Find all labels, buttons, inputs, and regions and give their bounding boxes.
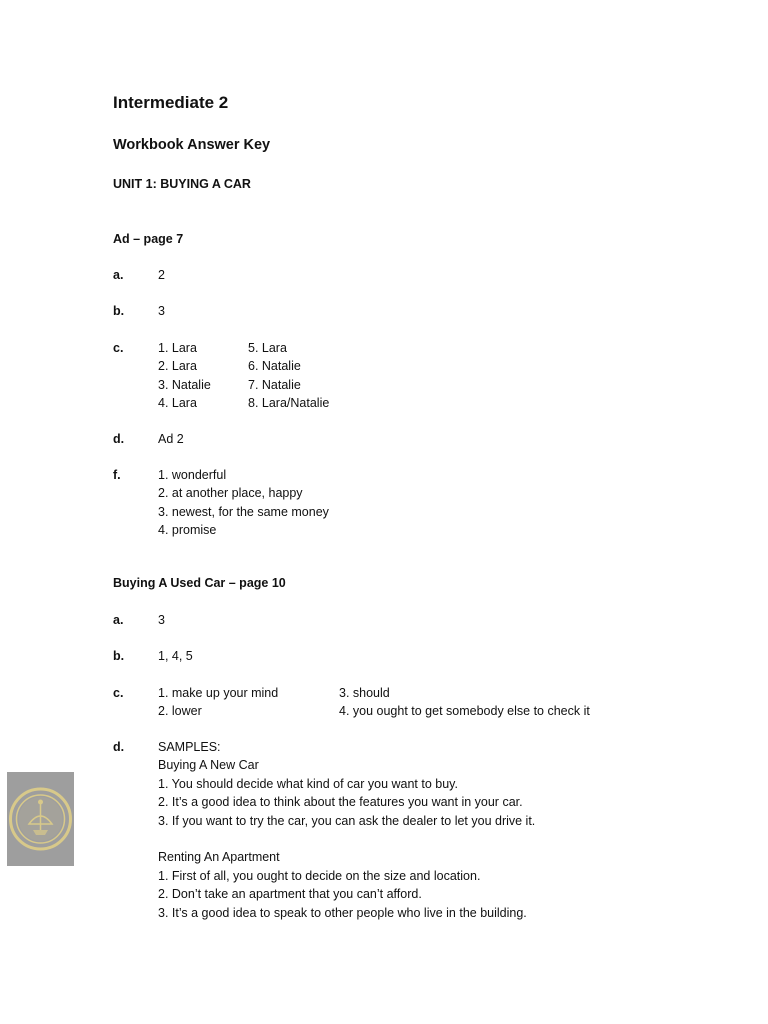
- answer-c-column-1: [158, 684, 278, 721]
- sample-group-title: Renting An Apartment: [158, 850, 280, 865]
- sample-line: 3. It’s a good idea to speak to other people who live in the building.: [158, 905, 527, 920]
- sample-line: 3. If you want to try the car, you can ask the dealer to let you drive it.: [158, 813, 536, 828]
- question-letter-f: f.: [113, 468, 121, 482]
- answer-line: 4. you ought to get somebody else to check it: [339, 704, 590, 719]
- answer-d: Ad 2: [158, 432, 184, 446]
- unit-heading: UNIT 1: BUYING A CAR: [113, 177, 251, 191]
- answer-line: 4. Lara: [158, 396, 197, 411]
- sample-line: 2. Don’t take an apartment that you can’t afford.: [158, 887, 422, 902]
- document-subtitle: Workbook Answer Key: [113, 137, 271, 153]
- question-letter-c: c.: [113, 686, 124, 700]
- blank-line: [158, 830, 535, 848]
- answer-line: 8. Lara/Natalie: [248, 396, 330, 411]
- answer-line: 2. Lara: [158, 359, 197, 374]
- answer-c-column-2: [248, 339, 329, 413]
- answer-b: 3: [158, 304, 165, 318]
- question-letter-a: a.: [113, 268, 124, 282]
- sample-line: 1. You should decide what kind of car you want to buy.: [158, 776, 458, 791]
- answer-line: 3. Natalie: [158, 377, 211, 392]
- document-title: Intermediate 2: [113, 93, 229, 112]
- answer-line: 2. at another place, happy: [158, 486, 303, 501]
- answer-line: 4. promise: [158, 523, 217, 538]
- answer-line: 7. Natalie: [248, 377, 301, 392]
- sample-line: 2. It’s a good idea to think about the features you want in your car.: [158, 795, 523, 810]
- sample-group-title: Buying A New Car: [158, 758, 259, 773]
- answer-line: 2. lower: [158, 704, 202, 719]
- question-letter-d: d.: [113, 432, 125, 446]
- section-heading-used-car: Buying A Used Car – page 10: [113, 576, 286, 590]
- question-letter-a: a.: [113, 613, 124, 627]
- answer-line: 3. newest, for the same money: [158, 504, 329, 519]
- answer-line: 6. Natalie: [248, 359, 301, 374]
- answer-line: 1. make up your mind: [158, 686, 279, 700]
- answer-line: 3. should: [339, 686, 390, 700]
- sample-line: 1. First of all, you ought to decide on the size and location.: [158, 868, 481, 883]
- answer-f: [158, 466, 329, 540]
- school-seal-icon: [7, 772, 74, 866]
- answer-line: 1. Lara: [158, 341, 197, 355]
- question-letter-b: b.: [113, 304, 125, 318]
- answer-line: 5. Lara: [248, 341, 287, 355]
- question-letter-c: c.: [113, 341, 124, 355]
- question-letter-b: b.: [113, 649, 125, 663]
- answer-a: 2: [158, 268, 165, 282]
- answer-d-samples: [158, 738, 535, 922]
- answer-line: 1. wonderful: [158, 468, 227, 482]
- samples-label: SAMPLES:: [158, 740, 221, 754]
- answer-b: 1, 4, 5: [158, 649, 193, 663]
- question-letter-d: d.: [113, 740, 125, 754]
- section-heading-ad: Ad – page 7: [113, 232, 184, 246]
- answer-c-column-1: [158, 339, 211, 413]
- answer-c-column-2: [339, 684, 590, 721]
- answer-a: 3: [158, 613, 165, 627]
